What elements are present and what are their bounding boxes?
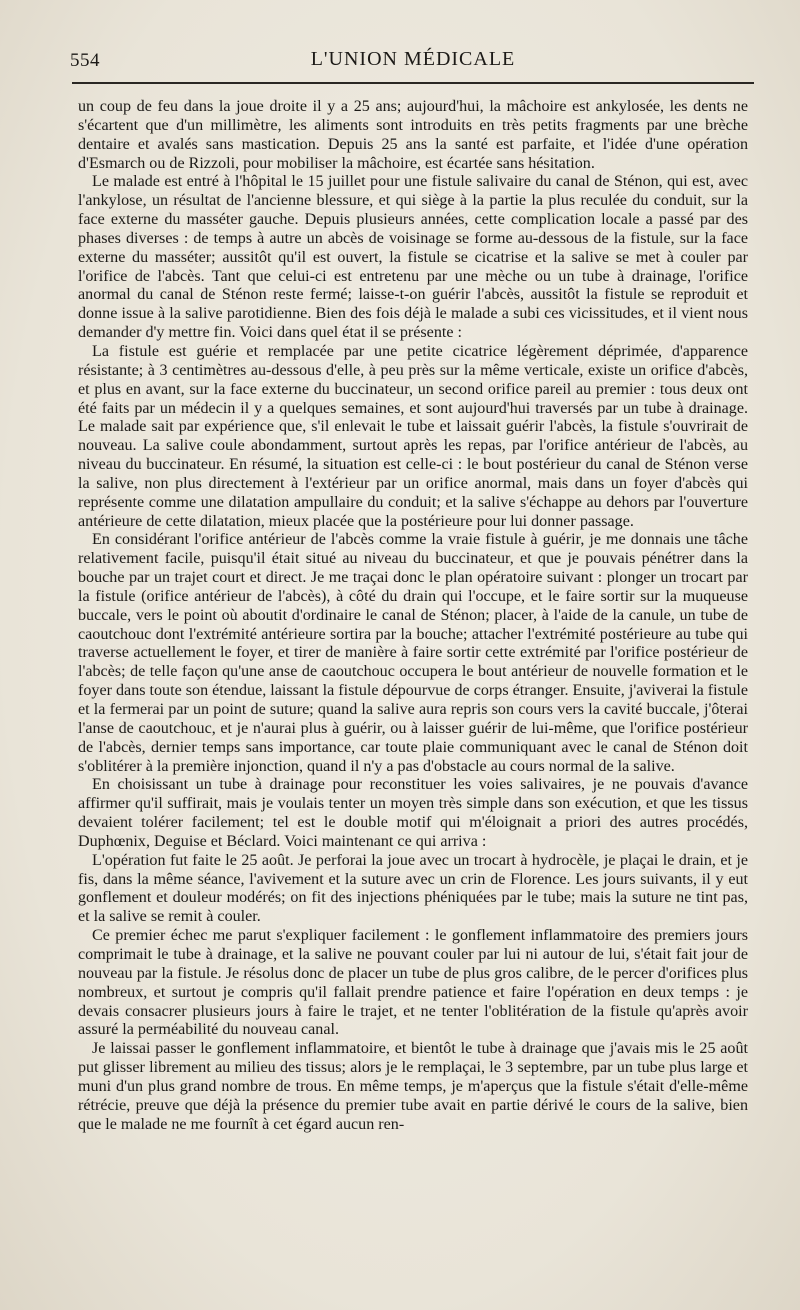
page-number: 554: [70, 50, 100, 71]
paragraph: Le malade est entré à l'hôpital le 15 juillet pour une fistule salivaire du canal de Sténon, qui est, avec l'ankylose, un résultat de l'ancienne blessure, et qui siège à la partie la plus reculée du conduit, sur la face externe du masséter gauche. Depuis plusieurs années, cette complication locale a passé par des phases diverses : de temps à autre un abcès de voisinage se forme au-dessous de la fistule, sur la face externe du masséter; aussitôt qu'il est ouvert, la fistule se cicatrise et la salive se met à couler par l'orifice de l'abcès. Tant que celui-ci est entretenu par une mèche ou un tube à drainage, l'orifice anormal du canal de Sténon reste fermé; laisse-t-on guérir l'abcès, aussitôt la fistule se reproduit et donne issue à la salive parotidienne. Bien des fois déjà le malade a subi ces vicissitudes, et il vient nous demander d'y mettre fin. Voici dans quel état il se présente :: [78, 173, 748, 342]
paragraph: En considérant l'orifice antérieur de l'abcès comme la vraie fistule à guérir, je me donnais une tâche relativement facile, puisqu'il était situé au niveau du buccinateur, et que je pouvais pénétrer dans la bouche par un trajet court et direct. Je me traçai donc le plan opératoire suivant : plonger un trocart par la fistule (orifice antérieur de l'abcès), à côté du drain qui l'occupe, et le faire sortir sur la muqueuse buccale, vers le point où aboutit d'ordinaire le canal de Sténon; placer, à l'aide de la canule, un tube de caoutchouc dont l'extrémité antérieure sortira par la bouche; attacher l'extrémité postérieure au tube qui traverse actuellement le foyer, et tirer de manière à faire sortir cette extrémité par l'orifice postérieur de l'abcès; de telle façon qu'une anse de caoutchouc occupera le bout antérieur de nouvelle formation et le foyer dans toute son étendue, laissant la fistule dépourvue de corps étranger. Ensuite, j'aviverai la fistule et la fermerai par un point de suture; quand la salive aura repris son cours vers la cavité buccale, j'ôterai l'anse de caoutchouc, et je n'aurai plus à guérir, ou à laisser guérir de lui-même, que l'orifice postérieur de l'abcès, dernier temps sans importance, car toute plaie communiquant avec le canal de Sténon doit s'oblitérer à la première injonction, quand il n'y a pas d'obstacle au cours normal de la salive.: [78, 531, 748, 775]
paragraph: La fistule est guérie et remplacée par une petite cicatrice légèrement déprimée, d'apparence résistante; à 3 centimètres au-dessous d'elle, à peu près sur la même verticale, existe un orifice d'abcès, et plus en avant, sur la face externe du buccinateur, un second orifice pareil au premier : tous deux ont été faits par un médecin il y a quelques semaines, et sont aujourd'hui traversés par un tube à drainage. Le malade sait par expérience que, s'il enlevait le tube et laissait guérir l'abcès, la fistule s'ouvrirait de nouveau. La salive coule abondamment, surtout après les repas, par l'orifice antérieur de l'abcès, au niveau du buccinateur. En résumé, la situation est celle-ci : le bout postérieur du canal de Sténon verse la salive, non plus directement à l'extérieur par un orifice anormal, mais dans un foyer d'abcès qui représente comme une dilatation ampullaire du conduit; et la salive s'échappe au dehors par l'ouverture antérieure de cette dilatation, mieux placée que la postérieure pour lui donner passage.: [78, 342, 748, 530]
page-header: [70, 44, 748, 74]
paragraph: un coup de feu dans la joue droite il y a 25 ans; aujourd'hui, la mâchoire est ankylosée, les dents ne s'écartent que d'un millimètre, les aliments sont introduits en très petits fragments par une brèche dentaire et avalés sans mastication. Depuis 25 ans la santé est parfaite, et l'idée d'une opération d'Esmarch ou de Rizzoli, pour mobiliser la mâchoire, est écartée sans hésitation.: [78, 98, 748, 172]
body-text: [78, 98, 748, 1134]
paragraph: En choisissant un tube à drainage pour reconstituer les voies salivaires, je ne pouvais d'avance affirmer qu'il suffirait, mais je voulais tenter un moyen très simple dans son exécution, et que les tissus devaient tolérer facilement; tel est le double motif qui m'éloignait a priori des autres procédés, Duphœnix, Deguise et Béclard. Voici maintenant ce qui arriva :: [78, 776, 748, 850]
paragraph: Ce premier échec me parut s'expliquer facilement : le gonflement inflammatoire des premiers jours comprimait le tube à drainage, et la salive ne pouvant couler par lui ni autour de lui, s'était fait jour de nouveau par la fistule. Je résolus donc de placer un tube de plus gros calibre, de le percer d'orifices plus nombreux, et surtout je compris qu'il fallait prendre patience et faire l'opération en deux temps : je devais consacrer plusieurs jours à faire le trajet, et ne tenter l'oblitération de la fistule qu'après avoir assuré la perméabilité du nouveau canal.: [78, 927, 748, 1039]
paragraph: Je laissai passer le gonflement inflammatoire, et bientôt le tube à drainage que j'avais mis le 25 août put glisser librement au milieu des tissus; alors je le remplaçai, le 3 septembre, par un tube plus large et muni d'un plus grand nombre de trous. En même temps, je m'aperçus que la fistule s'était d'elle-même rétrécie, preuve que déjà la présence du premier tube avait en partie dérivé le cours de la salive, bien que le malade ne me fournît à cet égard aucun ren-: [78, 1040, 748, 1133]
header-rule: [72, 82, 754, 84]
running-title: L'UNION MÉDICALE: [310, 48, 516, 70]
paragraph: L'opération fut faite le 25 août. Je perforai la joue avec un trocart à hydrocèle, je plaçai le drain, et je fis, dans la même séance, l'avivement et la suture avec un crin de Florence. Les jours suivants, il y eut gonflement et douleur modérés; on fit des injections phéniquées par le tube; mais la suture ne tint pas, et la salive se remit à couler.: [78, 851, 748, 926]
